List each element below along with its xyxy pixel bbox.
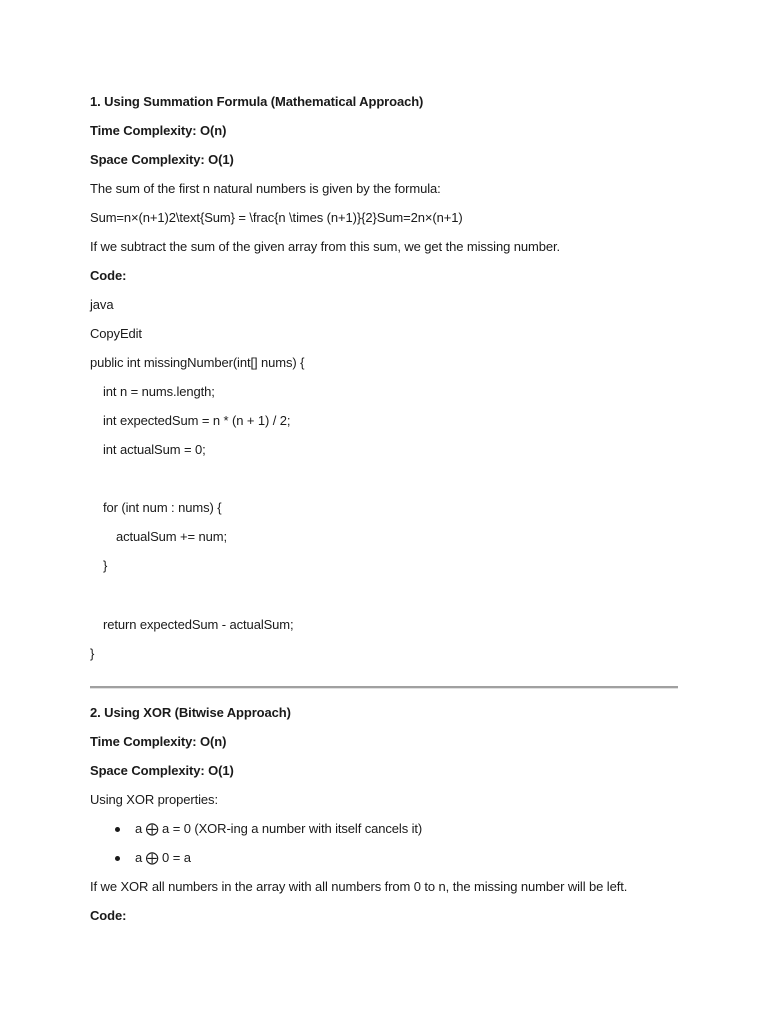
copy-edit-label: CopyEdit	[90, 326, 142, 341]
section1-space-complexity: Space Complexity: O(1)	[90, 152, 234, 167]
section2-time-complexity: Time Complexity: O(n)	[90, 734, 227, 749]
section2-intro: Using XOR properties:	[90, 792, 218, 807]
code-line: for (int num : nums) {	[103, 500, 222, 515]
bullet-dot-icon	[115, 856, 120, 861]
section1-time-complexity: Time Complexity: O(n)	[90, 123, 227, 138]
section1-intro: The sum of the first n natural numbers is given by the formula:	[90, 181, 441, 196]
bullet-item: a ⨁ 0 = a	[135, 850, 191, 865]
section1-explanation: If we subtract the sum of the given array from this sum, we get the missing number.	[90, 239, 561, 254]
bullet-dot-icon	[115, 827, 120, 832]
section1-code-label: Code:	[90, 268, 127, 283]
bullet-item: a ⨁ a = 0 (XOR-ing a number with itself cancels it)	[135, 821, 423, 836]
code-line: public int missingNumber(int[] nums) {	[90, 355, 305, 370]
section1-formula: Sum=n×(n+1)2\text{Sum} = \frac{n \times (n+1)}{2}Sum=2n×(n+1)	[90, 210, 463, 225]
code-line: }	[90, 646, 95, 661]
section1-heading: 1. Using Summation Formula (Mathematical Approach)	[90, 94, 424, 109]
section2-code-label: Code:	[90, 908, 127, 923]
section2-space-complexity: Space Complexity: O(1)	[90, 763, 234, 778]
code-line: int expectedSum = n * (n + 1) / 2;	[103, 413, 291, 428]
horizontal-divider	[90, 686, 678, 689]
code-line: int n = nums.length;	[103, 384, 215, 399]
code-line: return expectedSum - actualSum;	[103, 617, 294, 632]
code-language-label: java	[90, 297, 114, 312]
section2-explanation: If we XOR all numbers in the array with all numbers from 0 to n, the missing number will be left.	[90, 879, 628, 894]
code-line: actualSum += num;	[116, 529, 228, 544]
code-line: int actualSum = 0;	[103, 442, 206, 457]
code-line: }	[103, 558, 108, 573]
section2-heading: 2. Using XOR (Bitwise Approach)	[90, 705, 291, 720]
